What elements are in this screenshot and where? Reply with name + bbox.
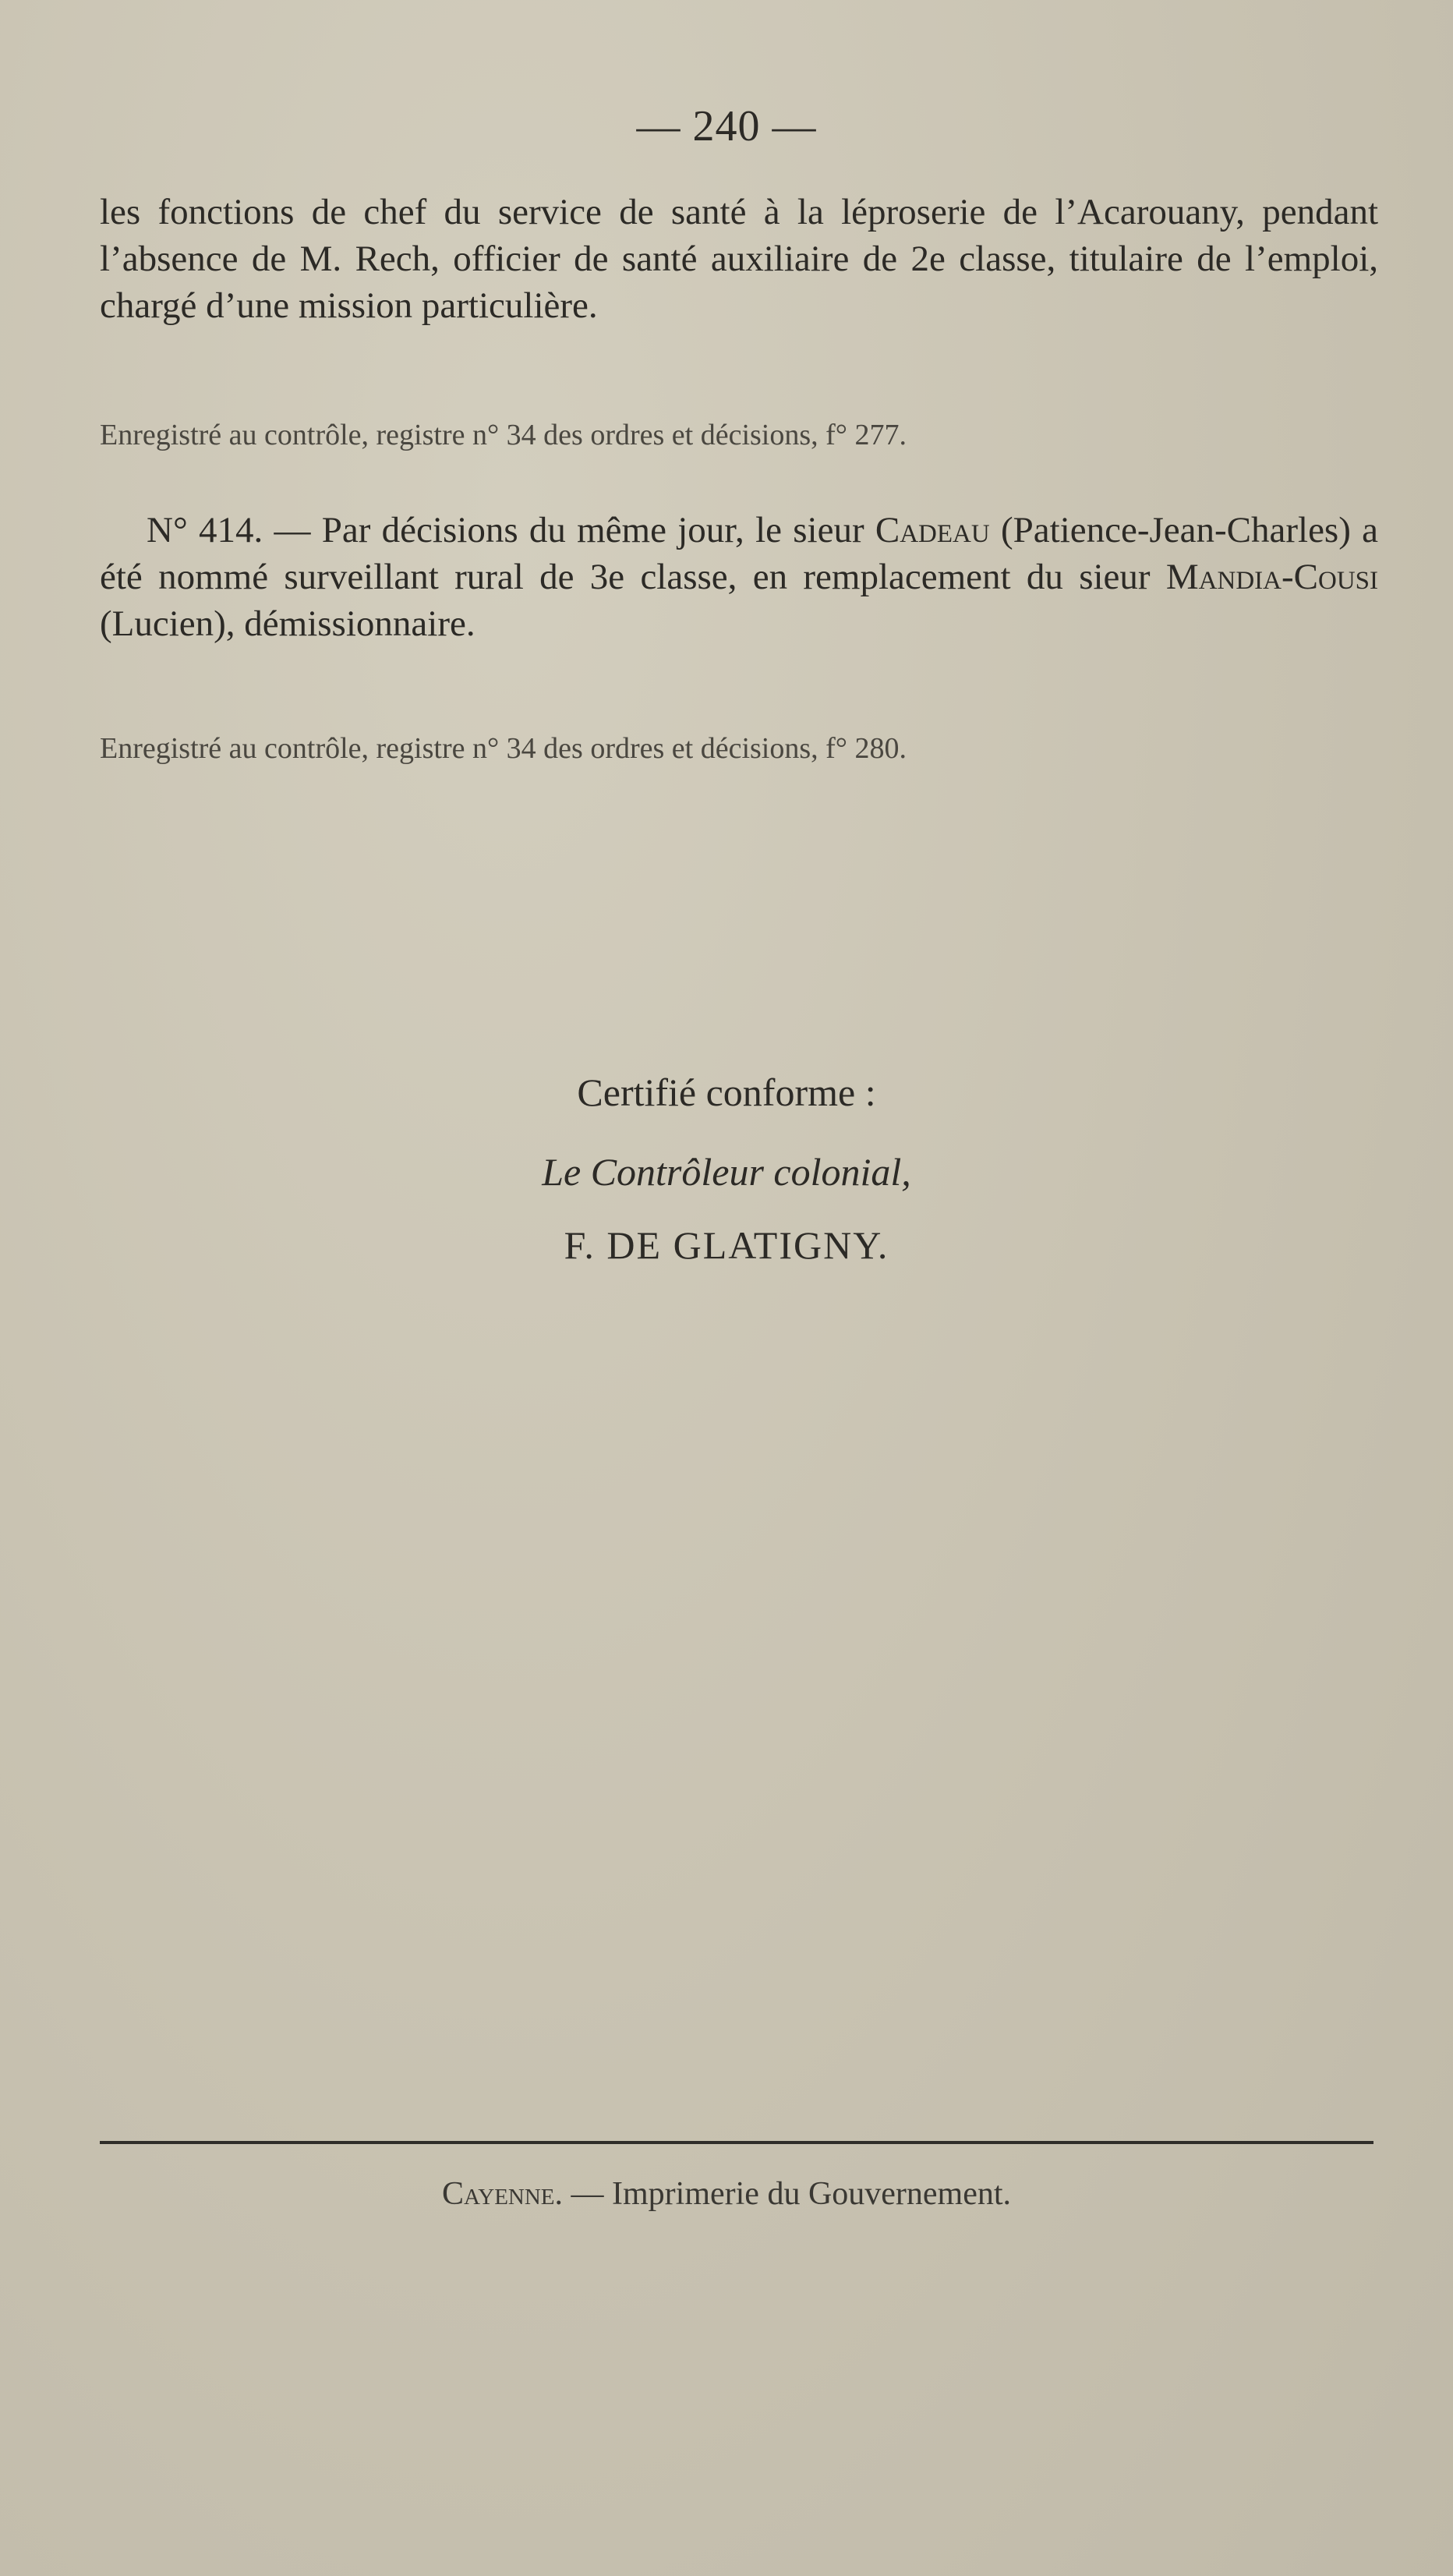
- paragraph-continuation: les fonctions de chef du service de santé à la léproserie de l’Acarouany, pendant l’absence de M. Rech, officier de santé auxiliaire de 2e classe, titulaire de l’emploi, chargé d’une mission particulière.: [100, 192, 1378, 326]
- imprint-line: [0, 2175, 1453, 2213]
- decision-text-c: (Lucien), démissionnaire.: [100, 603, 475, 644]
- paragraph-decision-414: [100, 507, 1378, 647]
- footer-rule: [100, 2141, 1373, 2144]
- decision-text-a: — Par décisions du même jour, le sieur: [263, 510, 875, 550]
- person-name-cadeau: Cadeau: [875, 510, 990, 550]
- person-name-mandia-cousi: Mandia-Cousi: [1165, 557, 1378, 597]
- controller-name: F. DE GLATIGNY.: [564, 1223, 889, 1267]
- decision-text-b: (Patience-Jean-Charles) a été nommé surveillant rural de 3e classe, en remplacement du sieur: [100, 510, 1378, 597]
- registration-note-1: Enregistré au contrôle, registre n° 34 des ordres et décisions, f° 277.: [100, 419, 907, 451]
- registration-note-2: Enregistré au contrôle, registre n° 34 des ordres et décisions, f° 280.: [100, 732, 907, 765]
- imprint-city: Cayenne.: [441, 2176, 564, 2212]
- decision-number: N° 414.: [147, 510, 263, 550]
- page-number: — 240 —: [636, 102, 817, 150]
- imprint-text: — Imprimerie du Gouvernement.: [563, 2176, 1012, 2212]
- certification-line: Certifié conforme :: [577, 1070, 876, 1114]
- controller-title: Le Contrôleur colonial,: [542, 1150, 911, 1194]
